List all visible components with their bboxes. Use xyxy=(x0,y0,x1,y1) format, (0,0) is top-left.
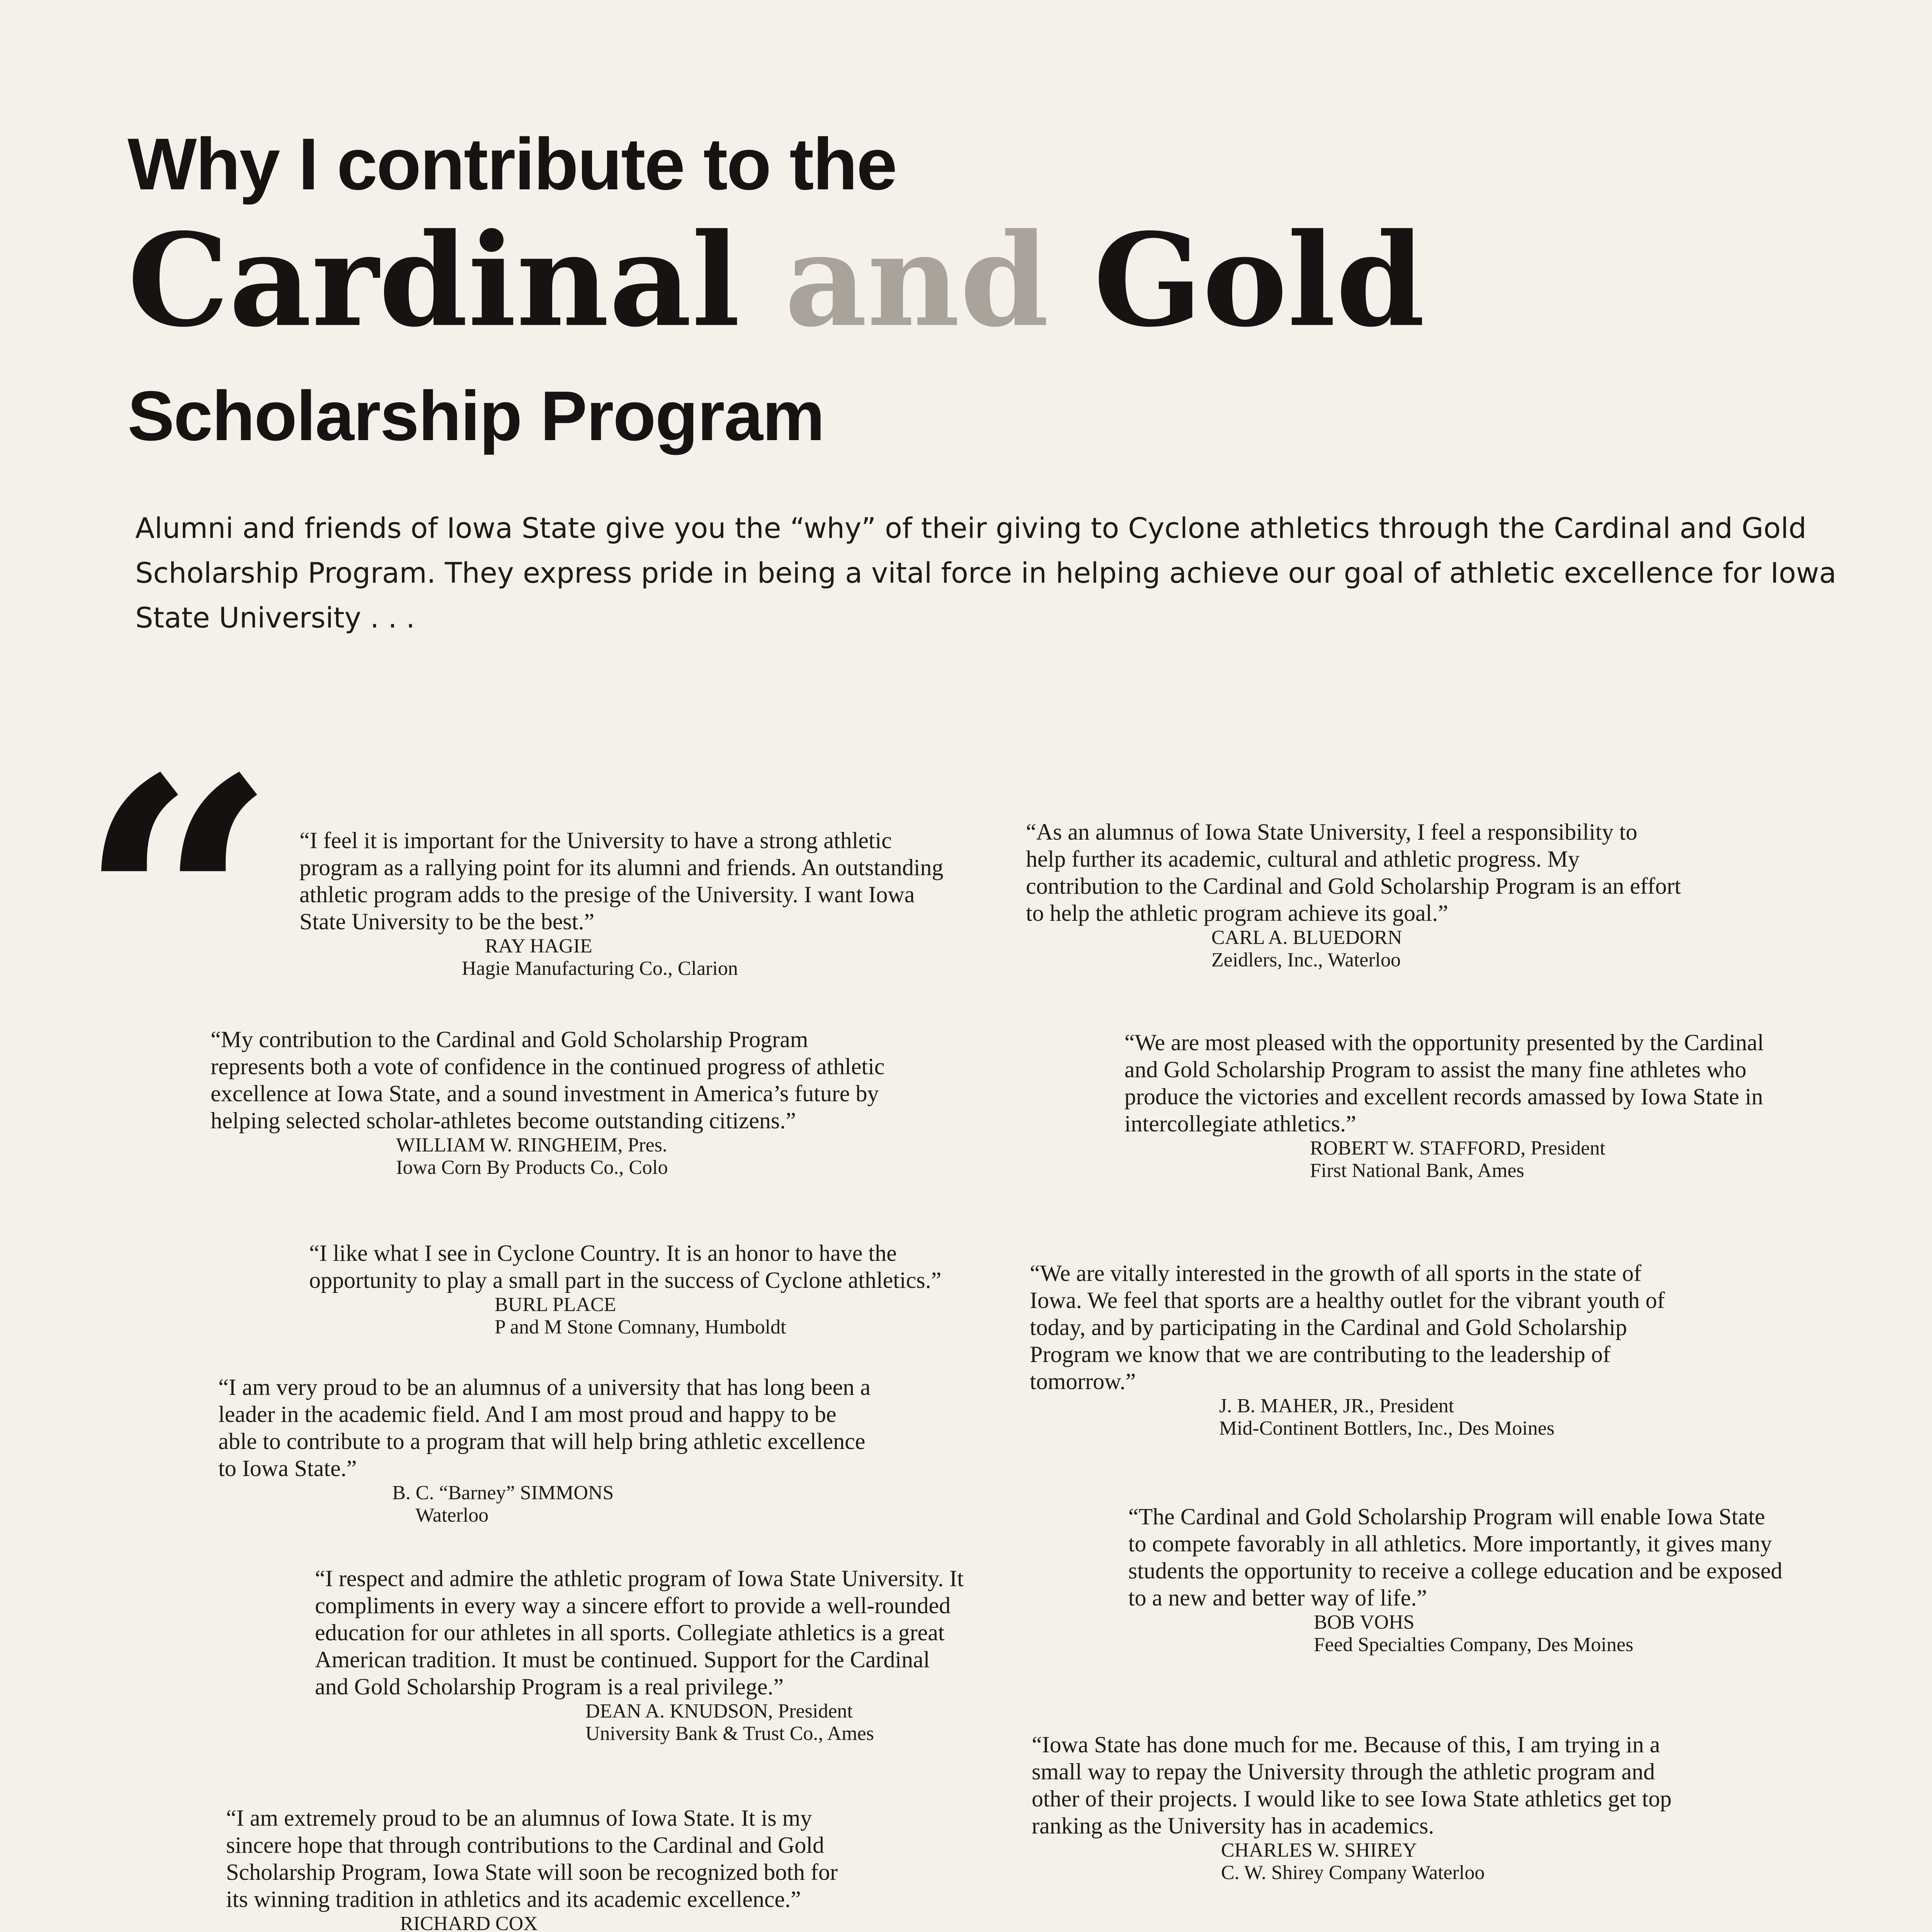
quote-org: First National Bank, Ames xyxy=(1310,1160,1524,1182)
quote-block xyxy=(1026,818,1683,971)
quote-name: RICHARD COX xyxy=(400,1913,538,1932)
open-quote-mark: “ xyxy=(77,704,277,1112)
quote-text: “I like what I see in Cyclone Country. It is an honor to have the opportunity to play a small part in the success of Cyclone athletics.” xyxy=(309,1240,942,1293)
quote-text: “As an alumnus of Iowa State University, I feel a responsibility to help further its academic, cultural and athletic progress. My contribution to the Cardinal and Gold Scholarship Program is an effort to help the athletic program achieve its goal.” xyxy=(1026,819,1681,926)
quote-text: “I respect and admire the athletic program of Iowa State University. It compliments in every way a sincere effort to provide a well-rounded education for our athletes in all sports. Collegiate athletics is a great American tradition. It must be continued. Support for the Cardinal and Gold Scholarship Program is a real privilege.” xyxy=(315,1566,964,1699)
quote-name: DEAN A. KNUDSON, President xyxy=(585,1700,853,1722)
headline-why: Why I contribute to the xyxy=(128,123,896,205)
quote-name: WILLIAM W. RINGHEIM, Pres. xyxy=(396,1134,667,1156)
quote-block xyxy=(1030,1260,1687,1440)
quote-text: “Iowa State has done much for me. Because of this, I am trying in a small way to repay the University through the athletic program and other of their projects. I would like to see Iowa State athletics get top ranking as the University has in academics. xyxy=(1032,1732,1672,1838)
quote-name: BURL PLACE xyxy=(495,1294,616,1316)
quote-block xyxy=(299,827,956,980)
quote-org: Waterloo xyxy=(415,1504,489,1526)
quote-name: B. C. “Barney” SIMMONS xyxy=(392,1482,614,1504)
quote-text: “We are most pleased with the opportunity presented by the Cardinal and Gold Scholarship Program to assist the many fine athletes who produce the victories and excellent records amassed by Iowa State in intercollegiate athletics.” xyxy=(1124,1030,1764,1136)
quote-org: Hagie Manufacturing Co., Clarion xyxy=(462,957,738,980)
quote-text: “We are vitally interested in the growth of all sports in the state of Iowa. We feel that sports are a healthy outlet for the vibrant youth of today, and by participating in the Cardinal and Gold Scholarship Program we know that we are contributing to the leadership of tomorrow.” xyxy=(1030,1260,1665,1394)
quote-block xyxy=(226,1804,852,1932)
quote-name: J. B. MAHER, JR., President xyxy=(1219,1395,1454,1417)
quote-org: C. W. Shirey Company Waterloo xyxy=(1221,1862,1485,1884)
quote-name: CARL A. BLUEDORN xyxy=(1211,927,1402,949)
page-title xyxy=(128,205,1425,355)
intro-paragraph: Alumni and friends of Iowa State give you the “why” of their giving to Cyclone athletics through the Cardinal and Gold Scholarship Program. They express pride in being a vital force in helping achieve our goal of athletic excellence for Iowa State University . . . xyxy=(135,512,1837,634)
quote-name: ROBERT W. STAFFORD, President xyxy=(1310,1137,1605,1159)
subhead-scholarship-program: Scholarship Program xyxy=(128,376,824,455)
quote-block xyxy=(1128,1503,1785,1656)
quote-text: “The Cardinal and Gold Scholarship Program will enable Iowa State to compete favorably in all athletics. More importantly, it gives many students the opportunity to receive a college education and be exposed to a new and better way of life.” xyxy=(1128,1504,1782,1611)
title-cardinal: Cardinal xyxy=(128,205,740,355)
quote-org: P and M Stone Comnany, Humboldt xyxy=(495,1316,786,1338)
quote-text: “I am very proud to be an alumnus of a university that has long been a leader in the academic field. And I am most proud and happy to be able to contribute to a program that will help bring athletic excellence to Iowa State.” xyxy=(218,1374,871,1481)
quote-text: “I feel it is important for the University to have a strong athletic program as a rallying point for its alumni and friends. An outstanding athletic program adds to the presige of the University. I want Iowa State University to be the best.” xyxy=(299,828,944,934)
quote-org: Feed Specialties Company, Des Moines xyxy=(1314,1634,1634,1656)
quote-org: Zeidlers, Inc., Waterloo xyxy=(1211,949,1401,971)
quote-name: RAY HAGIE xyxy=(485,935,592,957)
title-gold: Gold xyxy=(1093,205,1425,355)
quote-block xyxy=(1124,1029,1781,1182)
quote-org: Iowa Corn By Products Co., Colo xyxy=(396,1156,668,1179)
quote-block xyxy=(211,1026,898,1179)
quote-text: “My contribution to the Cardinal and Gold Scholarship Program represents both a vote of confidence in the continued progress of athletic excellence at Iowa State, and a sound investment in America’s future by helping selected scholar-athletes become outstanding citizens.” xyxy=(211,1027,885,1133)
title-and: and xyxy=(784,205,1049,355)
quote-text: “I am extremely proud to be an alumnus of Iowa State. It is my sincere hope that through contributions to the Cardinal and Gold Scholarship Program, Iowa State will soon be recognized both for its winning tradition in athletics and its academic excellence.” xyxy=(226,1805,838,1912)
quote-block xyxy=(315,1565,968,1745)
quote-org: Mid-Continent Bottlers, Inc., Des Moines xyxy=(1219,1417,1555,1439)
quote-name: BOB VOHS xyxy=(1314,1611,1415,1633)
quote-block xyxy=(309,1240,966,1338)
quote-name: CHARLES W. SHIREY xyxy=(1221,1839,1417,1861)
quote-block xyxy=(218,1374,875,1527)
quote-block xyxy=(1032,1731,1689,1884)
quote-org: University Bank & Trust Co., Ames xyxy=(585,1723,874,1745)
